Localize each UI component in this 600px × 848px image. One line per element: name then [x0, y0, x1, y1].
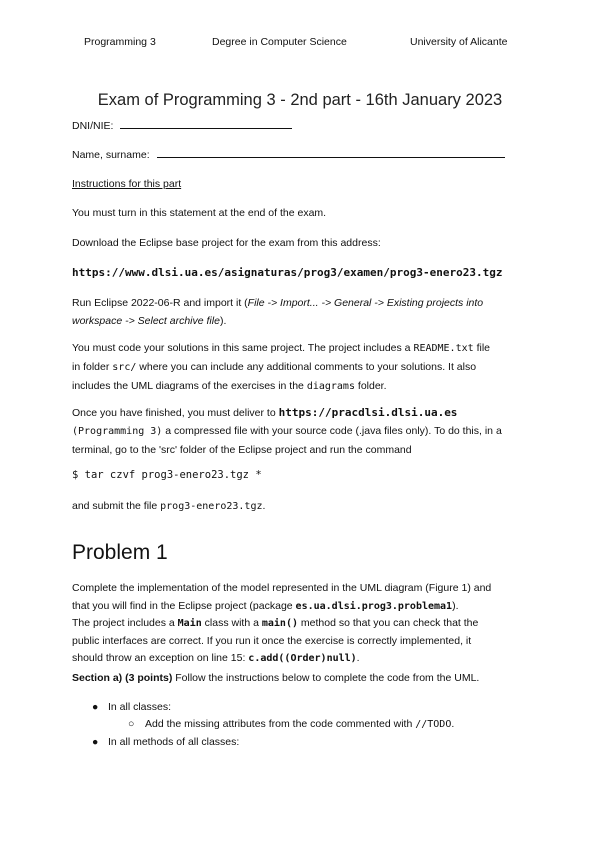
p4-text: file — [473, 342, 490, 354]
bullet-dot: ● — [92, 736, 99, 748]
header-course: Programming 3 — [84, 36, 156, 48]
sub1-text: . — [451, 718, 455, 730]
name-blank[interactable] — [157, 148, 505, 158]
p1-text: Complete the implementation of the model represented in the UML diagram (Figure 1) and — [72, 582, 492, 594]
diagrams-folder: diagrams — [306, 381, 355, 392]
dni-label: DNI/NIE: — [72, 120, 114, 132]
p6-text: . — [262, 500, 266, 512]
src-folder: src/ — [112, 362, 137, 373]
instructions-p3 — [72, 294, 528, 330]
p1-text: The project includes a — [72, 617, 178, 629]
readme-filename: README.txt — [413, 343, 474, 354]
p1-text: that you will find in the Eclipse project (package — [72, 599, 296, 612]
header-degree: Degree in Computer Science — [212, 36, 347, 48]
p3-menu-path-cont: workspace -> Select archive file — [72, 315, 220, 327]
instructions-p1: You must turn in this statement at the end of the exam. — [72, 207, 327, 219]
bullet-dot: ● — [92, 701, 99, 713]
p3-text-d: ). — [219, 315, 227, 327]
p4-text: where you can include any additional comments to your solutions. It also — [136, 361, 477, 373]
name-label: Name, surname: — [72, 149, 150, 161]
exception-line-code: c.add((Order)null) — [248, 653, 357, 664]
instructions-p6 — [72, 500, 265, 512]
tar-command: $ tar czvf prog3-enero23.tgz * — [72, 469, 262, 481]
p5-text: terminal, go to the 'src' folder of the Eclipse project and run the command — [72, 444, 412, 456]
dni-blank[interactable] — [120, 119, 292, 129]
p1-text: ). — [452, 599, 459, 612]
sub-bullet-attributes — [145, 718, 454, 730]
p1-text: public interfaces are correct. If you run it once the exercise is correctly implemented, it — [72, 634, 472, 647]
bullet-all-methods: In all methods of all classes: — [108, 736, 240, 748]
p3-text-a: Run Eclipse 2022-06-R and import it ( — [72, 297, 248, 309]
instructions-heading: Instructions for this part — [72, 178, 182, 190]
name-field — [72, 148, 505, 161]
p5-text: a compressed file with your source code (.java files only). To do this, in a — [162, 425, 502, 437]
exam-title: Exam of Programming 3 - 2nd part - 16th January 2023 — [97, 91, 503, 109]
sub-bullet-circle: ○ — [128, 718, 135, 730]
p3-menu-path: File -> Import... -> General -> Existing projects into — [247, 297, 484, 309]
main-class: Main — [177, 618, 202, 629]
section-a-text: Follow the instructions below to complete the code from the UML. — [172, 672, 480, 684]
p4-text: You must code your solutions in this same project. The project includes a — [72, 342, 414, 354]
package-name: es.ua.dlsi.prog3.problema1 — [295, 600, 453, 612]
delivery-url: https://pracdlsi.dlsi.ua.es — [278, 406, 458, 419]
instructions-p5 — [72, 404, 528, 459]
bullet-all-classes: In all classes: — [108, 701, 172, 713]
p4-text: in folder — [72, 361, 113, 373]
submit-filename: prog3-enero23.tgz — [160, 501, 263, 512]
download-url: https://www.dlsi.ua.es/asignaturas/prog3/examen/prog3-enero23.tgz — [72, 266, 503, 279]
p1-text: . — [356, 652, 360, 664]
problem-1-description — [72, 580, 528, 668]
section-a-label: Section a) (3 points) — [72, 672, 173, 684]
p1-text: method so that you can check that the — [297, 617, 479, 629]
main-method: main() — [261, 618, 298, 629]
instructions-p4 — [72, 339, 528, 396]
p4-text: includes the UML diagrams of the exercises in the — [72, 380, 307, 392]
p1-text: should throw an exception on line 15: — [72, 652, 249, 664]
dni-field — [72, 119, 292, 132]
p6-text: and submit the file — [72, 500, 161, 512]
delivery-course: (Programming 3) — [72, 426, 163, 437]
p5-text: Once you have finished, you must deliver to — [72, 407, 279, 419]
p4-text: folder. — [354, 380, 387, 392]
section-a — [72, 672, 479, 684]
problem-1-heading: Problem 1 — [72, 541, 168, 564]
instructions-p2: Download the Eclipse base project for the exam from this address: — [72, 237, 381, 249]
sub1-text: Add the missing attributes from the code commented with — [145, 718, 416, 730]
header-university: University of Alicante — [410, 36, 508, 48]
todo-marker: //TODO — [415, 719, 452, 730]
p1-text: class with a — [201, 617, 262, 629]
